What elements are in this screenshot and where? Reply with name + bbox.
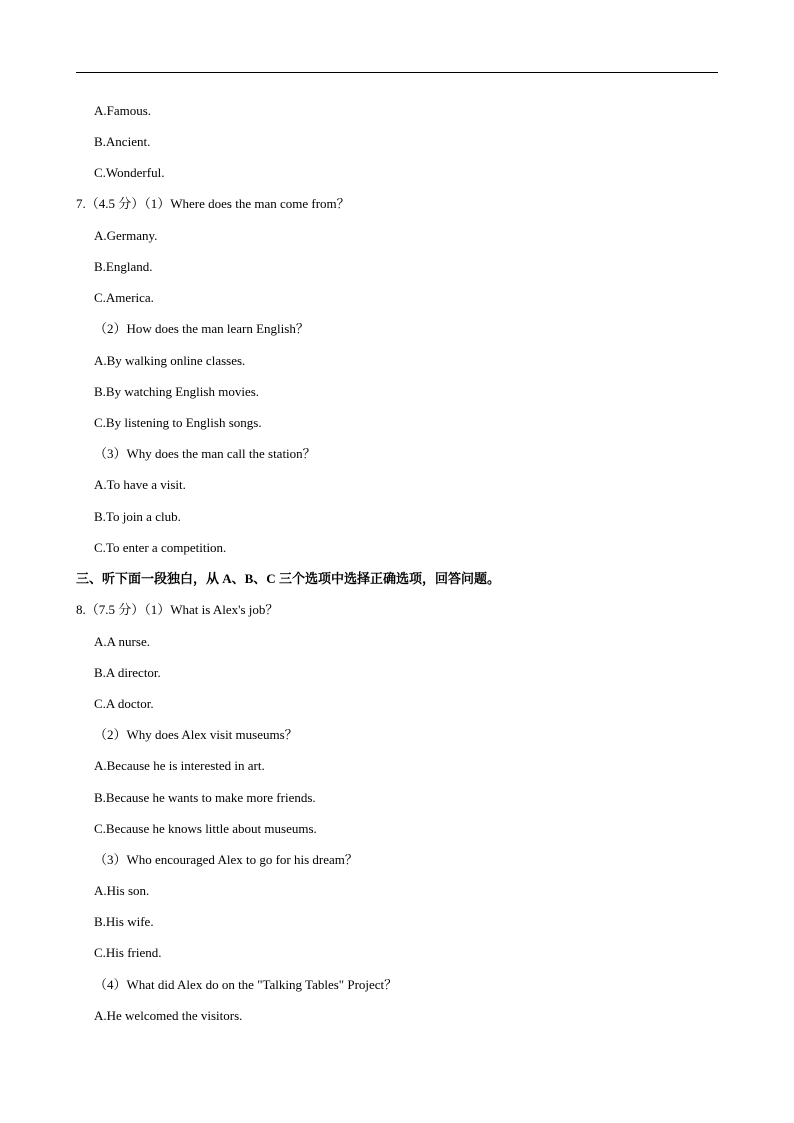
q7-1-option-a: A.Germany. <box>94 228 158 243</box>
q6-option-c: C.Wonderful. <box>94 165 165 180</box>
q8-2-option-c: C.Because he knows little about museums. <box>94 821 317 836</box>
q8-1-option-a: A.A nurse. <box>94 634 150 649</box>
q8-stem: 8.（7.5 分）（1）What is Alex's job？ <box>76 602 279 617</box>
q8-2-option-a: A.Because he is interested in art. <box>94 758 265 773</box>
header-rule <box>76 72 718 73</box>
q8-2-option-b: B.Because he wants to make more friends. <box>94 790 316 805</box>
q6-option-b: B.Ancient. <box>94 134 151 149</box>
q7-2-option-a: A.By walking online classes. <box>94 353 246 368</box>
section-3-instruction: 三、听下面一段独白，从 A、B、C 三个选项中选择正确选项，回答问题。 <box>76 571 500 586</box>
q6-option-a: A.Famous. <box>94 103 152 118</box>
q7-stem: 7.（4.5 分）（1）Where does the man come from？ <box>76 196 350 211</box>
q7-3-option-c: C.To enter a competition. <box>94 540 227 555</box>
q8-3-stem: （3）Who encouraged Alex to go for his dream？ <box>94 852 358 867</box>
q8-1-option-c: C.A doctor. <box>94 696 154 711</box>
q8-1-option-b: B.A director. <box>94 665 161 680</box>
q8-3-option-c: C.His friend. <box>94 945 162 960</box>
q7-3-stem: （3）Why does the man call the station？ <box>94 446 316 461</box>
q7-2-option-b: B.By watching English movies. <box>94 384 260 399</box>
q8-3-option-b: B.His wife. <box>94 914 154 929</box>
q7-2-stem: （2）How does the man learn English？ <box>94 321 309 336</box>
q7-3-option-a: A.To have a visit. <box>94 477 186 492</box>
q8-2-stem: （2）Why does Alex visit museums？ <box>94 727 298 742</box>
q8-3-option-a: A.His son. <box>94 883 150 898</box>
q7-2-option-c: C.By listening to English songs. <box>94 415 262 430</box>
q7-3-option-b: B.To join a club. <box>94 509 181 524</box>
q7-1-option-b: B.England. <box>94 259 153 274</box>
q8-4-option-a: A.He welcomed the visitors. <box>94 1008 243 1023</box>
q8-4-stem: （4）What did Alex do on the "Talking Tables" Project？ <box>94 977 398 992</box>
q7-1-option-c: C.America. <box>94 290 154 305</box>
